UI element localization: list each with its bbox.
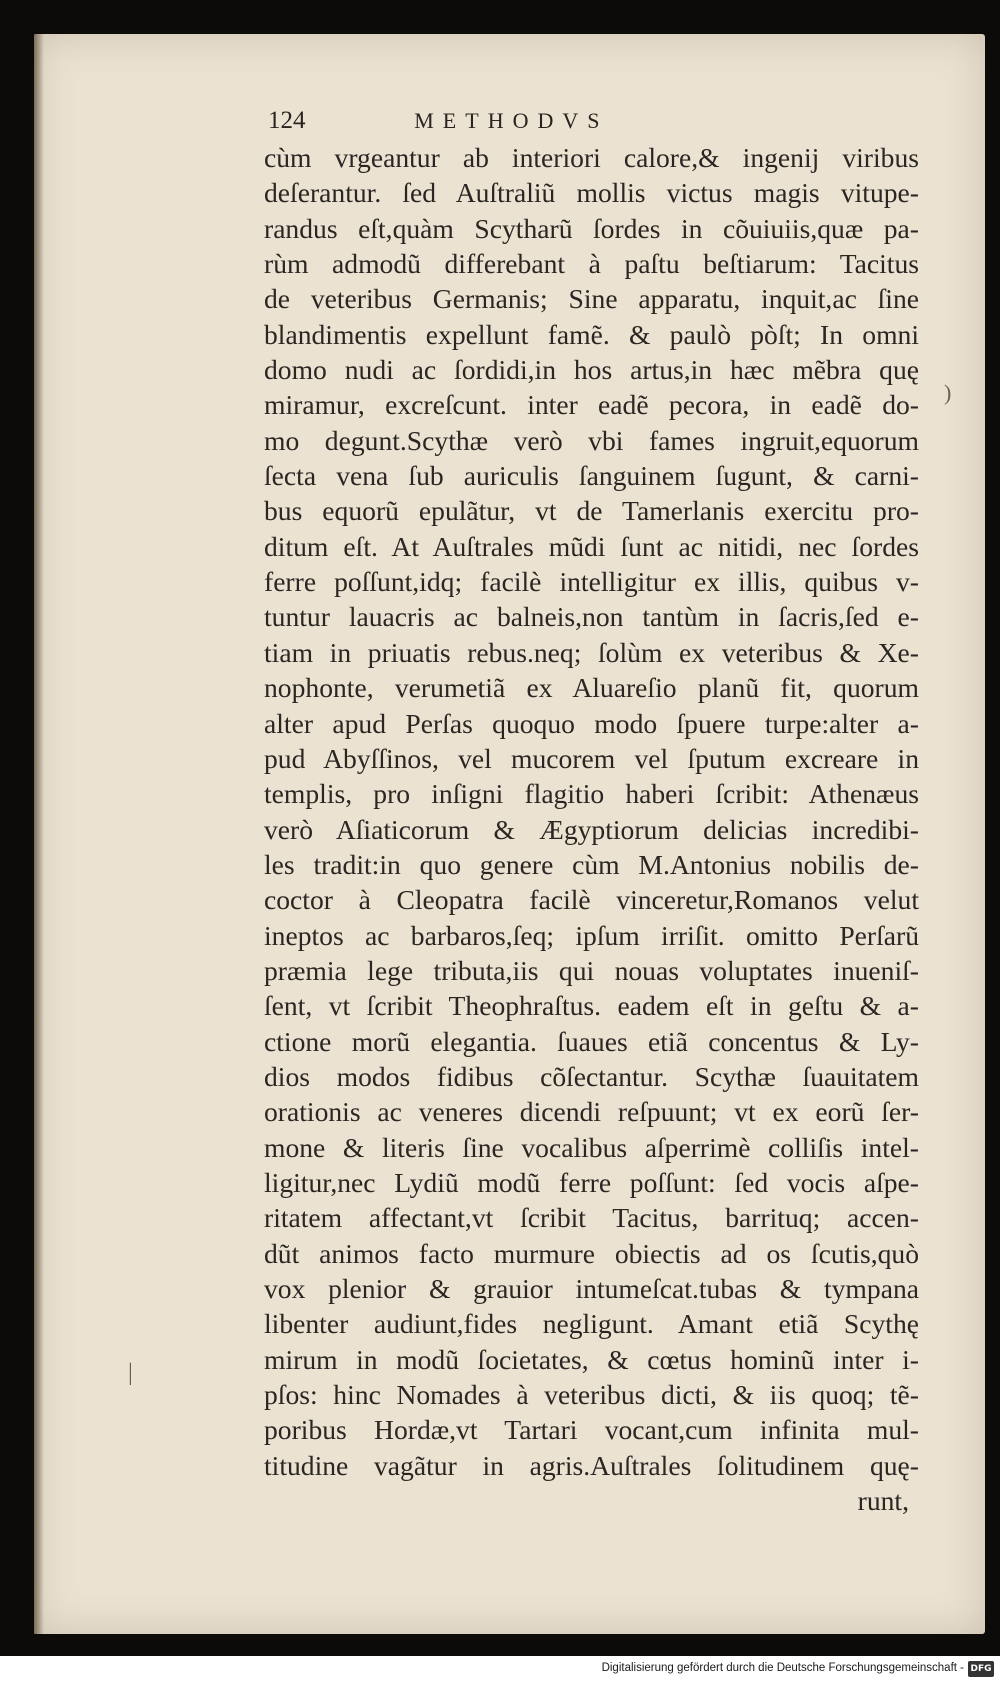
text-line: verò Aſiaticorum & Ægyptiorum delicias incredibi- [264,813,919,845]
text-line: mirum in modũ ſocietates, & cœtus hominũ inter i- [264,1343,919,1375]
margin-mark: | [128,1360,133,1386]
running-head [268,107,908,135]
dfg-logo: DFG [968,1661,994,1677]
text-line: les tradit:in quo genere cùm M.Antonius nobilis de- [264,848,919,880]
footer-bar [0,1656,1000,1685]
text-line: mone & literis ſine vocalibus aſperrimè colliſis intel- [264,1131,919,1163]
text-line: ctione morũ elegantia. ſuaues etiã concentus & Ly- [264,1025,919,1057]
page-gutter-shadow [34,34,44,1634]
text-line: ineptos ac barbaros,ſeq; ipſum irriſit. omitto Perſarũ [264,919,919,951]
text-line: domo nudi ac ſordidi,in hos artus,in hæc mẽbra quę [264,354,919,386]
text-line: pud Abyſſinos, vel mucorem vel ſputum excreare in [264,742,919,774]
text-line: vox plenior & grauior intumeſcat.tubas & tympana [264,1273,919,1304]
text-line: nophonte, verumetiã ex Aluareſio planũ fit, quorum [264,672,919,704]
text-line: alter apud Perſas quoquo modo ſpuere turpe:alter a- [264,707,919,739]
page-number: 124 [268,107,306,134]
text-line: deſerantur. ſed Auſtraliũ mollis victus magis vitupe- [264,177,919,209]
running-title: METHODVS [414,108,609,133]
text-line: miramur, excreſcunt. inter eadẽ pecora, in eadẽ do- [264,389,919,421]
text-line: pſos: hinc Nomades à veteribus dicti, & iis quoq; tẽ- [264,1379,919,1411]
text-line: rùm admodũ differebant à paſtu beſtiarum: Tacitus [264,248,919,280]
text-line: titudine vagãtur in agris.Auſtrales ſolitudinem quę- [264,1449,919,1481]
text-line: libenter audiunt,fides negligunt. Amant etiã Scythę [264,1308,919,1340]
text-line: blandimentis expellunt famẽ. & paulò pòſt; In omni [264,318,919,350]
text-line: ſecta vena ſub auriculis ſanguinem ſugunt, & carni- [264,460,919,492]
text-line: bus equorũ epulãtur, vt de Tamerlanis exercitu pro- [264,495,919,527]
digitization-credit: Digitalisierung gefördert durch die Deutsche Forschungsgemeinschaft - [601,1662,964,1674]
text-line: templis, pro inſigni flagitio haberi ſcribit: Athenæus [264,778,919,810]
text-line: ligitur,nec Lydiũ modũ ferre poſſunt: ſed vocis aſpe- [264,1166,919,1198]
text-line: dũt animos facto murmure obiectis ad os ſcutis,quò [264,1237,919,1269]
text-line: orationis ac veneres dicendi reſpuunt; vt ex eorũ ſer- [264,1096,919,1128]
text-line: poribus Hordæ,vt Tartari vocant,cum infinita mul- [264,1414,919,1446]
text-line: tiam in priuatis rebus.neq; ſolùm ex veteribus & Xe- [264,636,919,668]
text-line: ritatem affectant,vt ſcribit Tacitus, barrituq; accen- [264,1202,919,1234]
text-line: cùm vrgeantur ab interiori calore,& ingenij viribus [264,142,919,173]
text-line: ditum eſt. At Auſtrales mũdi ſunt ac nitidi, nec ſordes [264,530,919,562]
text-line: ferre poſſunt,idq; facilè intelligitur ex illis, quibus v- [264,566,919,598]
margin-mark: ) [944,380,952,405]
text-line: de veteribus Germanis; Sine apparatu, inquit,ac ſine [264,283,919,315]
text-line: præmia lege tributa,iis qui nouas voluptates inueniſ- [264,954,919,986]
text-line: dios modos fidibus cõſectantur. Scythæ ſuauitatem [264,1060,919,1092]
text-line: mo degunt.Scythæ verò vbi fames ingruit,equorum [264,424,919,456]
body-text [264,140,919,1518]
catchword: runt, [857,1485,909,1517]
text-line: randus eſt,quàm Scytharũ ſordes in cõuiuiis,quæ pa- [264,212,919,244]
text-line: coctor à Cleopatra facilè vinceretur,Romanos velut [264,884,919,916]
text-line: ſent, vt ſcribit Theophraſtus. eadem eſt in geſtu & a- [264,990,919,1022]
text-line: tuntur lauacris ac balneis,non tantùm in ſacris,ſed e- [264,601,919,633]
